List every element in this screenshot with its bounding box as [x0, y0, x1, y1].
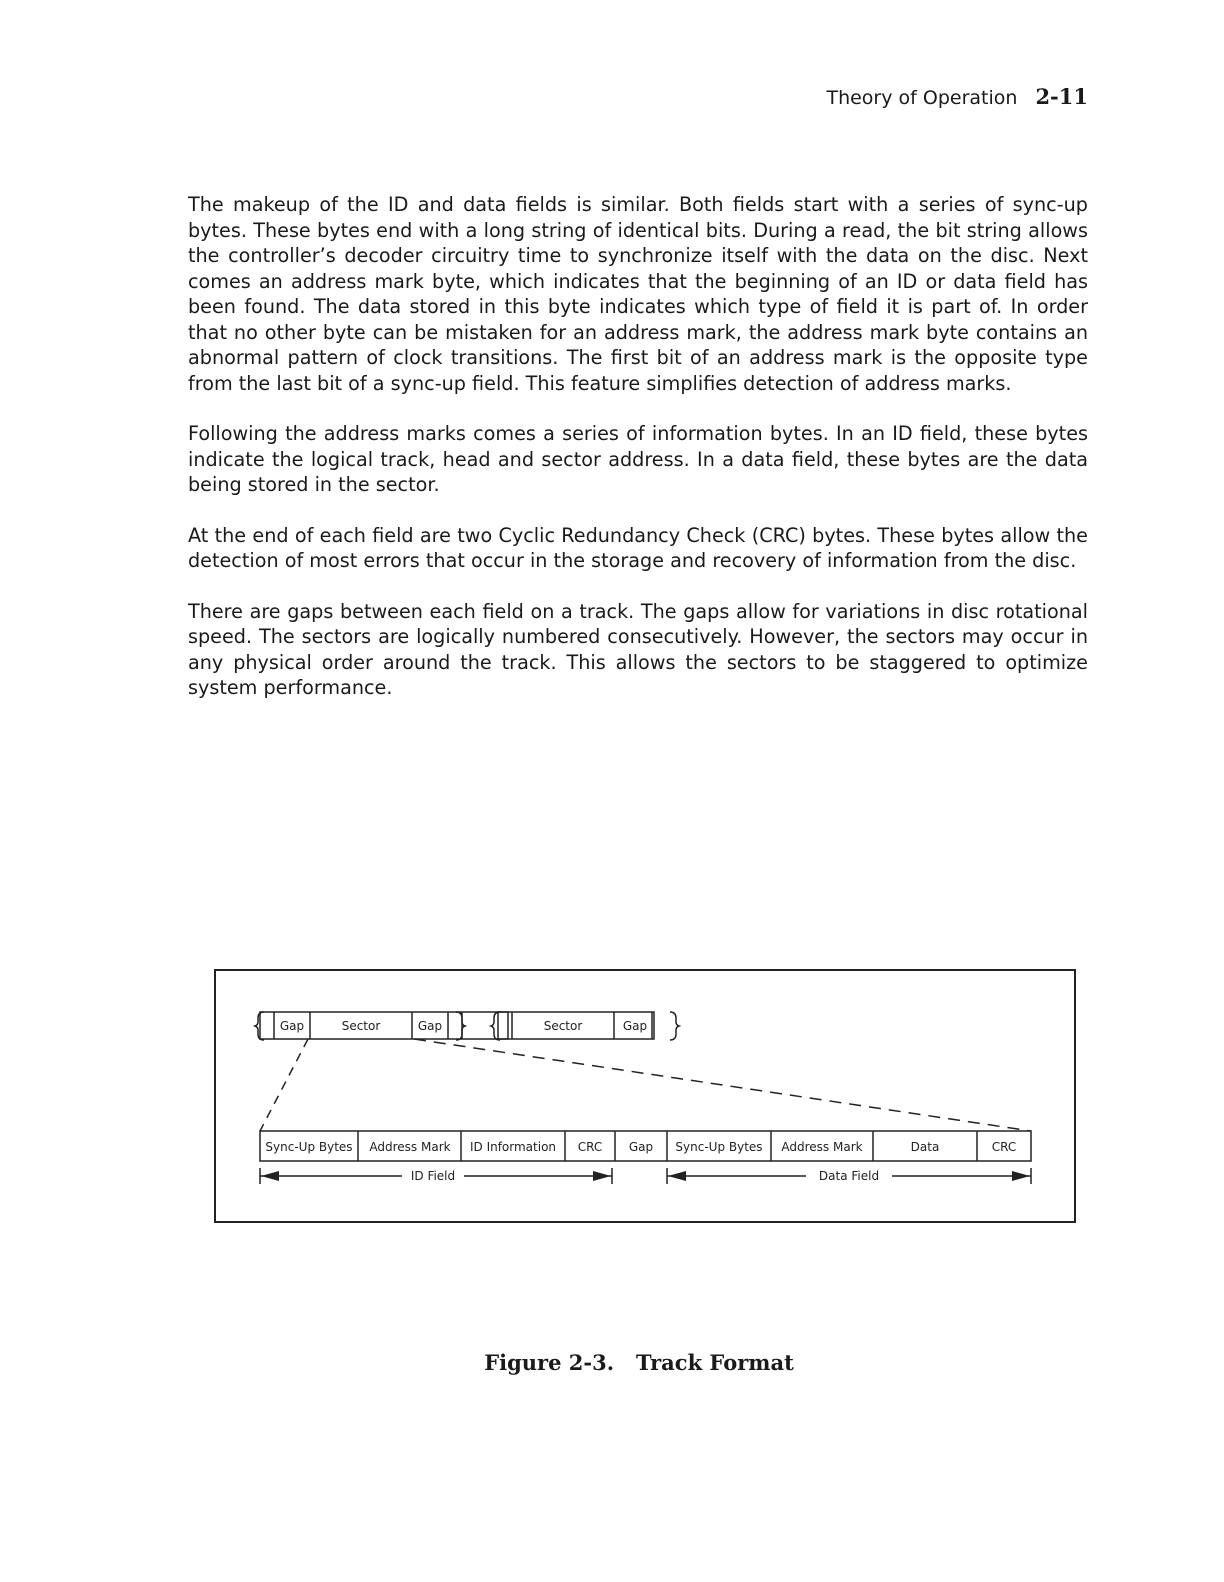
- figure-title: Track Format: [636, 1350, 794, 1375]
- arrowhead-right: [593, 1171, 611, 1181]
- field-data: Data: [910, 1140, 940, 1154]
- body-text: [188, 192, 1088, 726]
- field-crc: CRC: [991, 1140, 1017, 1154]
- figure-number: Figure 2-3.: [484, 1350, 615, 1375]
- expansion-line-right: [414, 1039, 1031, 1131]
- figure-caption: [0, 1350, 1224, 1375]
- id-field-label: ID Field: [410, 1169, 456, 1183]
- break-brace-right: [670, 1012, 679, 1040]
- section-title: Theory of Operation: [826, 87, 1018, 109]
- gap-label: Gap: [279, 1019, 305, 1033]
- track-format-diagram: [216, 971, 1074, 1221]
- field-id-information: ID Information: [469, 1140, 557, 1154]
- break-brace-right: [456, 1012, 465, 1040]
- arrowhead-right: [1012, 1171, 1030, 1181]
- expansion-line-left: [260, 1039, 308, 1131]
- paragraph: There are gaps between each field on a track. The gaps allow for variations in disc rotational speed. The sectors are logically numbered consecutively. However, the sectors may occur in any physical order around the track. This allows the sectors to be staggered to optimize system performance.: [188, 599, 1088, 699]
- paragraph: At the end of each field are two Cyclic Redundancy Check (CRC) bytes. These bytes allow the detection of most errors that occur in the storage and recovery of information from the disc.: [188, 523, 1088, 572]
- paragraph: Following the address marks comes a series of information bytes. In an ID field, these bytes indicate the logical track, head and sector address. In a data field, these bytes are the data being stored in the sector.: [188, 422, 1088, 496]
- field-address-mark: Address Mark: [369, 1140, 451, 1154]
- page-header: [826, 84, 1088, 109]
- field-sync-up-bytes: Sync-Up Bytes: [675, 1140, 763, 1154]
- field-crc: CRC: [577, 1140, 603, 1154]
- data-field-label: Data Field: [818, 1169, 880, 1183]
- arrowhead-left: [668, 1171, 686, 1181]
- page-number: 2-11: [1035, 84, 1088, 109]
- paragraph: The makeup of the ID and data fields is similar. Both fields start with a series of sync-up bytes. These bytes end with a long string of identical bits. During a read, the bit string allows the controller’s decoder circuitry time to synchronize itself with the data on the disc. Next comes an address mark byte, which indicates that the beginning of an ID or data field has been found. The data stored in this byte indicates which type of field it is part of. In order that no other byte can be mistaken for an address mark, the address mark byte contains an abnormal pattern of clock transitions. The first bit of an address mark is the opposite type from the last bit of a sync-up field. This feature simplifies detection of address marks.: [188, 193, 1088, 395]
- track-format-figure: [214, 969, 1076, 1223]
- arrowhead-left: [261, 1171, 279, 1181]
- field-gap: Gap: [628, 1140, 654, 1154]
- gap-label: Gap: [417, 1019, 443, 1033]
- field-address-mark: Address Mark: [781, 1140, 863, 1154]
- field-sync-up-bytes: Sync-Up Bytes: [265, 1140, 353, 1154]
- sector-label: Sector: [341, 1019, 381, 1033]
- sector-label: Sector: [543, 1019, 583, 1033]
- gap-label: Gap: [622, 1019, 648, 1033]
